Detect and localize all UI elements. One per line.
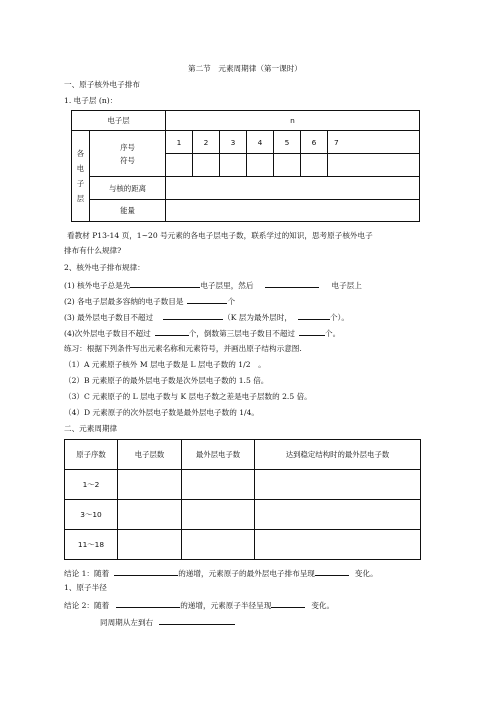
col-header-stable-outer-electrons: 达到稳定结构时的最外层电子数 <box>255 440 421 470</box>
exercise-q3: （3）C 元素原子的 L 层电子数与 K 层电子数之差是电子层数的 2.5 倍。 <box>64 392 312 401</box>
shell-symbol-cell <box>247 154 274 177</box>
answer-blank[interactable] <box>130 279 200 288</box>
table-cell <box>118 500 182 530</box>
distance-label: 与核的距离 <box>90 177 166 200</box>
answer-blank[interactable] <box>299 327 325 336</box>
row-label: 11～18 <box>65 530 118 560</box>
rules-heading: 2、核外电子排布规律： <box>64 263 145 272</box>
electron-shell-table <box>71 110 420 222</box>
answer-blank[interactable] <box>159 616 235 625</box>
col-header-atomic-number: 原子序数 <box>65 440 118 470</box>
side-label-each-shell: 各 电 子 层 <box>72 131 90 222</box>
rule-4: (4)次外层电子数目不超过 个，倒数第三层电子数目不超过 个。 <box>64 329 341 338</box>
col-header-outer-electrons: 最外层电子数 <box>182 440 255 470</box>
shell-number-cell: 2 <box>193 131 220 154</box>
answer-blank[interactable] <box>271 599 305 608</box>
shell-symbol-cell <box>166 154 193 177</box>
row-label: 3～10 <box>65 500 118 530</box>
exercise-q4: （4）D 元素原子的次外层电子数是最外层电子数的 1/4。 <box>64 408 260 417</box>
rule-2: (2) 各电子层最多容纳的电子数目是 个 <box>64 297 236 306</box>
col-header-shell-count: 电子层数 <box>118 440 182 470</box>
header-electron-shell: 电子层 <box>72 111 166 131</box>
answer-blank[interactable] <box>155 327 189 336</box>
energy-cell <box>166 200 420 222</box>
shell-symbol-cell <box>220 154 247 177</box>
subsection-electron-shell: 1. 电子层 (n)： <box>64 96 118 105</box>
row-label: 1～2 <box>65 470 118 500</box>
energy-label: 能量 <box>90 200 166 222</box>
shell-number-cell: 4 <box>247 131 274 154</box>
table-cell <box>182 470 255 500</box>
table-cell <box>255 500 421 530</box>
answer-blank[interactable] <box>265 279 319 288</box>
paragraph-textbook-cont: 排布有什么规律? <box>64 246 122 255</box>
paragraph-textbook: 看教材 P13-14 页，1~20 号元素的各电子层电子数，联系学过的知识，思考原子核外电子 <box>67 231 373 240</box>
exercise-heading: 练习：根据下列条件写出元素名称和元素符号，并画出原子结构示意图. <box>64 344 302 353</box>
shell-number-cell: 6 <box>301 131 328 154</box>
table-cell <box>255 470 421 500</box>
period-trend-line: 同周期从左到右 <box>100 616 235 628</box>
table-cell <box>255 530 421 560</box>
table-cell <box>118 470 182 500</box>
page-title: 第二节 元素周期律（第一课时） <box>188 64 302 73</box>
section1-heading: 一、原子核外电子排布 <box>64 80 140 89</box>
exercise-q1: （1）A 元素原子核外 M 层电子数是 L 层电子数的 1/2 。 <box>64 360 266 369</box>
answer-blank[interactable] <box>116 599 180 608</box>
shell-number-cell: 5 <box>274 131 301 154</box>
table-cell <box>118 530 182 560</box>
answer-blank[interactable] <box>298 311 330 320</box>
conclusion-2: 结论 2：随着 的递增，元素原子半径呈现 变化。 <box>64 601 335 610</box>
answer-blank[interactable] <box>187 295 227 304</box>
shell-symbol-cell <box>328 154 420 177</box>
number-symbol-label: 序号 符号 <box>90 131 166 177</box>
rule-1: (1) 核外电子总是先 电子层里，然后 电子层上 <box>64 281 362 290</box>
shell-symbol-cell <box>274 154 301 177</box>
answer-blank[interactable] <box>114 567 178 576</box>
table-cell <box>182 530 255 560</box>
shell-number-cell: 1 <box>166 131 193 154</box>
shell-number-cell: 7 <box>328 131 420 154</box>
answer-blank[interactable] <box>163 311 223 320</box>
exercise-q2: （2）B 元素原子的最外层电子数是次外层电子数的 1.5 倍。 <box>64 376 269 385</box>
header-n: n <box>166 111 420 131</box>
shell-symbol-cell <box>193 154 220 177</box>
conclusion-1: 结论 1：随着 的递增，元素原子的最外层电子排布呈现 变化。 <box>64 569 378 578</box>
distance-cell <box>166 177 420 200</box>
answer-blank[interactable] <box>315 567 349 576</box>
shell-symbol-cell <box>301 154 328 177</box>
radius-heading: 1、原子半径 <box>64 583 107 592</box>
shell-number-cell: 3 <box>220 131 247 154</box>
table-cell <box>182 500 255 530</box>
rule-3: (3) 最外层电子数目不超过 （K 层为最外层时， 个）。 <box>64 313 349 322</box>
periodic-law-table <box>64 439 421 560</box>
section2-heading: 二、元素周期律 <box>64 424 118 433</box>
